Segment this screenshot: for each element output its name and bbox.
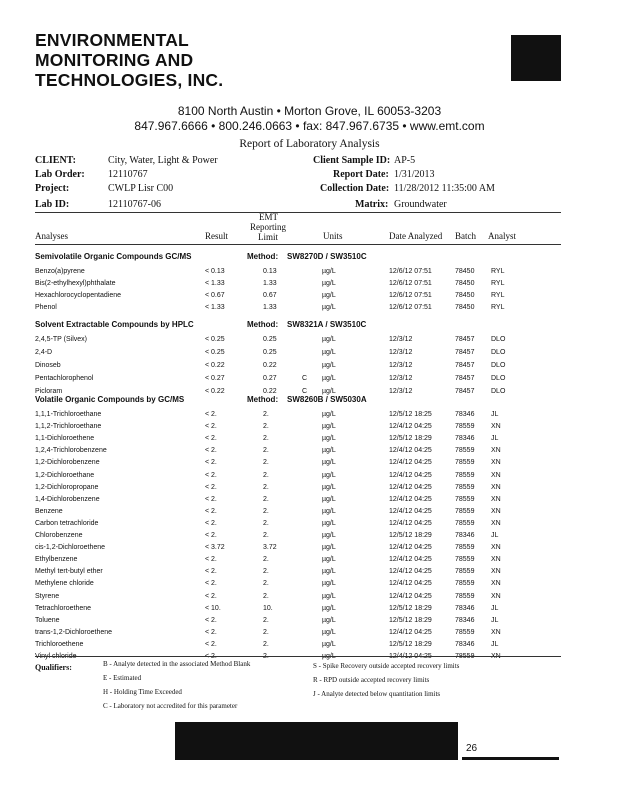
analyte-cell: Phenol	[35, 304, 57, 311]
batch-cell: 78559	[455, 519, 475, 527]
batch-cell: 78559	[455, 628, 475, 636]
date-analyzed-cell: 12/3/12	[389, 375, 413, 382]
result-cell: < 2.	[205, 532, 217, 539]
qualifier-j: J - Analyte detected below quantitation limits	[313, 690, 441, 698]
table-row	[0, 520, 619, 530]
table-row	[0, 484, 619, 494]
units-cell: µg/L	[322, 292, 336, 299]
reporting-limit-cell: 2.	[263, 483, 269, 491]
date-analyzed-cell: 12/4/12 04:25	[389, 628, 432, 636]
analyte-cell: Toluene	[35, 616, 60, 624]
analyte-cell: 2,4-D	[35, 349, 53, 356]
qualifier-r: R - RPD outside accepted recovery limits	[313, 676, 430, 684]
table-row	[0, 459, 619, 469]
result-cell: < 2.	[205, 483, 217, 491]
result-cell: < 2.	[205, 435, 217, 443]
section-method: SW8260B / SW5030A	[287, 395, 367, 404]
table-column-headers	[0, 212, 619, 244]
analyst-cell: DLO	[491, 388, 506, 395]
analyte-cell: Methylene chloride	[35, 580, 94, 588]
analyte-cell: 1,2,4-Trichlorobenzene	[35, 447, 107, 455]
units-cell: µg/L	[322, 304, 336, 311]
project-label: Project:	[35, 183, 70, 194]
analyst-cell: DLO	[491, 362, 506, 369]
qualifiers-legend	[0, 655, 619, 715]
batch-cell: 78559	[455, 471, 475, 479]
analyte-cell: Bis(2-ethylhexyl)phthalate	[35, 280, 116, 287]
table-row	[0, 292, 619, 302]
batch-cell: 78346	[455, 411, 475, 418]
units-cell: µg/L	[322, 362, 336, 369]
batch-cell: 78457	[455, 349, 475, 356]
units-cell: µg/L	[322, 495, 336, 503]
analyte-cell: cis-1,2-Dichloroethene	[35, 544, 106, 552]
batch-cell: 78559	[455, 507, 475, 515]
date-analyzed-cell: 12/4/12 04:25	[389, 483, 432, 491]
section-name: Semivolatile Organic Compounds GC/MS	[35, 252, 192, 261]
qualifier-h: H - Holding Time Exceeded	[103, 688, 182, 696]
table-row	[0, 362, 619, 372]
batch-cell: 78559	[455, 592, 475, 600]
analyst-cell: RYL	[491, 292, 505, 299]
sample-id-label: Client Sample ID:	[313, 155, 391, 166]
report-date-label: Report Date:	[333, 169, 389, 180]
page-number: 26	[466, 743, 478, 754]
result-cell: < 0.27	[205, 375, 225, 382]
batch-cell: 78559	[455, 544, 475, 552]
table-row	[0, 411, 619, 421]
table-row	[0, 447, 619, 457]
units-cell: µg/L	[322, 580, 336, 588]
units-cell: µg/L	[322, 349, 336, 356]
sample-id-value: AP-5	[394, 155, 416, 166]
result-cell: < 1.33	[205, 280, 225, 287]
table-row	[0, 280, 619, 290]
units-cell: µg/L	[322, 604, 336, 612]
reporting-limit-cell: 1.33	[263, 304, 277, 311]
units-cell: µg/L	[322, 336, 336, 343]
date-analyzed-cell: 12/5/12 18:29	[389, 640, 432, 648]
company-name-line2: MONITORING AND	[35, 50, 194, 70]
table-row	[0, 617, 619, 627]
qualifier-cell: C	[302, 388, 308, 395]
units-cell: µg/L	[322, 628, 336, 636]
analyst-cell: XN	[491, 544, 501, 552]
batch-cell: 78346	[455, 435, 475, 443]
analyte-cell: 1,1,1-Trichloroethane	[35, 411, 102, 418]
units-cell: µg/L	[322, 519, 336, 527]
section-method-label: Method:	[247, 395, 279, 404]
collection-date-value: 11/28/2012 11:35:00 AM	[394, 183, 495, 194]
reporting-limit-cell: 0.22	[263, 388, 277, 395]
result-cell: < 2.	[205, 507, 217, 515]
qualifiers-label: Qualifiers:	[35, 663, 72, 672]
analyte-cell: Hexachlorocyclopentadiene	[35, 292, 121, 299]
units-cell: µg/L	[322, 375, 336, 382]
analyte-cell: Vinyl chloride	[35, 653, 77, 660]
analyte-cell: trans-1,2-Dichloroethene	[35, 628, 113, 636]
units-cell: µg/L	[322, 423, 336, 431]
reporting-limit-cell: 0.13	[263, 268, 277, 275]
analyst-cell: JL	[491, 435, 499, 443]
date-analyzed-cell: 12/6/12 07:51	[389, 268, 432, 275]
col-rl-line2: Reporting	[250, 222, 286, 232]
batch-cell: 78450	[455, 292, 475, 299]
reporting-limit-cell: 2.	[263, 628, 269, 636]
col-result: Result	[205, 231, 229, 241]
batch-cell: 78559	[455, 580, 475, 588]
table-row	[0, 268, 619, 278]
col-units: Units	[323, 231, 343, 241]
analyte-cell: Trichloroethene	[35, 640, 84, 648]
reporting-limit-cell: 0.25	[263, 349, 277, 356]
lab-id-value: 12110767-06	[108, 199, 161, 210]
analyst-cell: XN	[491, 423, 501, 431]
units-cell: µg/L	[322, 653, 336, 660]
batch-cell: 78559	[455, 556, 475, 564]
batch-cell: 78450	[455, 280, 475, 287]
units-cell: µg/L	[322, 268, 336, 275]
reporting-limit-cell: 2.	[263, 592, 269, 600]
result-cell: < 2.	[205, 471, 217, 479]
result-cell: < 0.67	[205, 292, 225, 299]
result-cell: < 0.22	[205, 362, 225, 369]
result-cell: < 2.	[205, 592, 217, 600]
table-row	[0, 435, 619, 445]
date-analyzed-cell: 12/5/12 18:29	[389, 435, 432, 443]
date-analyzed-cell: 12/5/12 18:29	[389, 532, 432, 539]
batch-cell: 78559	[455, 459, 475, 467]
analyte-cell: 1,2-Dichloroethane	[35, 471, 95, 479]
matrix-value: Groundwater	[394, 199, 447, 210]
analyst-cell: XN	[491, 519, 501, 527]
analyte-cell: 1,1-Dichloroethene	[35, 435, 95, 443]
units-cell: µg/L	[322, 435, 336, 443]
table-row	[0, 508, 619, 518]
analyst-cell: XN	[491, 628, 501, 636]
lab-order-value: 12110767	[108, 169, 148, 180]
date-analyzed-cell: 12/4/12 04:25	[389, 580, 432, 588]
analyst-cell: XN	[491, 592, 501, 600]
date-analyzed-cell: 12/3/12	[389, 388, 413, 395]
collection-date-label: Collection Date:	[320, 183, 390, 194]
analyte-cell: Picloram	[35, 388, 63, 395]
analyte-cell: Benzo(a)pyrene	[35, 268, 85, 275]
analyst-cell: RYL	[491, 280, 505, 287]
result-cell: < 2.	[205, 447, 217, 455]
reporting-limit-cell: 1.33	[263, 280, 277, 287]
table-row	[0, 568, 619, 578]
analyte-cell: Carbon tetrachloride	[35, 519, 99, 527]
analyst-cell: RYL	[491, 304, 505, 311]
reporting-limit-cell: 0.25	[263, 336, 277, 343]
result-cell: < 2.	[205, 640, 217, 648]
date-analyzed-cell: 12/3/12	[389, 362, 413, 369]
date-analyzed-cell: 12/4/12 04:25	[389, 519, 432, 527]
analyst-cell: DLO	[491, 349, 506, 356]
analyst-cell: XN	[491, 580, 501, 588]
batch-cell: 78457	[455, 375, 475, 382]
batch-cell: 78457	[455, 362, 475, 369]
section-method: SW8321A / SW3510C	[287, 320, 367, 329]
qualifier-cell: C	[302, 375, 308, 382]
analyte-cell: Benzene	[35, 507, 63, 515]
col-date-analyzed: Date Analyzed	[389, 231, 443, 241]
result-cell: < 2.	[205, 568, 217, 576]
batch-cell: 78346	[455, 616, 475, 624]
result-cell: < 2.	[205, 423, 217, 431]
analyst-cell: JL	[491, 640, 499, 648]
table-row	[0, 593, 619, 603]
address-contact: 847.967.6666 • 800.246.0663 • fax: 847.967.6735 • www.emt.com	[134, 119, 485, 133]
table-row	[0, 532, 619, 542]
reporting-limit-cell: 2.	[263, 459, 269, 467]
result-cell: < 2.	[205, 519, 217, 527]
col-batch: Batch	[455, 231, 476, 241]
section-header	[0, 320, 619, 332]
analyte-cell: Pentachlorophenol	[35, 375, 94, 382]
batch-cell: 78559	[455, 483, 475, 491]
analyst-cell: DLO	[491, 375, 506, 382]
date-analyzed-cell: 12/3/12	[389, 336, 413, 343]
analyte-cell: 1,1,2-Trichloroethane	[35, 423, 102, 431]
company-name-line1: ENVIRONMENTAL	[35, 30, 189, 50]
analyst-cell: XN	[491, 556, 501, 564]
section-name: Volatile Organic Compounds by GC/MS	[35, 395, 185, 404]
reporting-limit-cell: 2.	[263, 495, 269, 503]
batch-cell: 78346	[455, 604, 475, 612]
table-row	[0, 496, 619, 506]
batch-cell: 78450	[455, 304, 475, 311]
analyst-cell: JL	[491, 532, 499, 539]
qualifier-e: E - Estimated	[103, 674, 142, 682]
analyte-cell: Styrene	[35, 592, 60, 600]
table-row	[0, 544, 619, 554]
qualifier-b: B - Analyte detected in the associated Method Blank	[103, 660, 251, 668]
client-value: City, Water, Light & Power	[108, 155, 218, 166]
reporting-limit-cell: 0.22	[263, 362, 277, 369]
section-header	[0, 395, 619, 407]
units-cell: µg/L	[322, 471, 336, 479]
units-cell: µg/L	[322, 388, 336, 395]
col-analyst: Analyst	[488, 231, 516, 241]
batch-cell: 78559	[455, 447, 475, 455]
reporting-limit-cell: 2.	[263, 568, 269, 576]
units-cell: µg/L	[322, 280, 336, 287]
date-analyzed-cell: 12/4/12 04:25	[389, 495, 432, 503]
table-row	[0, 336, 619, 346]
analyst-cell: XN	[491, 495, 501, 503]
table-row	[0, 641, 619, 651]
analyte-cell: 1,4-Dichlorobenzene	[35, 495, 100, 503]
section-name: Solvent Extractable Compounds by HPLC	[35, 320, 194, 329]
lab-order-label: Lab Order:	[35, 169, 85, 180]
analyte-cell: 1,2-Dichlorobenzene	[35, 459, 100, 467]
analyte-cell: 2,4,5-TP (Silvex)	[35, 336, 87, 343]
result-cell: < 2.	[205, 616, 217, 624]
analyst-cell: RYL	[491, 268, 505, 275]
reporting-limit-cell: 10.	[263, 604, 273, 612]
table-row	[0, 375, 619, 385]
date-analyzed-cell: 12/4/12 04:25	[389, 568, 432, 576]
reporting-limit-cell: 2.	[263, 580, 269, 588]
reporting-limit-cell: 2.	[263, 616, 269, 624]
report-title: Report of Laboratory Analysis	[239, 138, 380, 150]
result-cell: < 2.	[205, 411, 217, 418]
section-header	[0, 252, 619, 264]
batch-cell: 78457	[455, 388, 475, 395]
result-cell: < 1.33	[205, 304, 225, 311]
batch-cell: 78346	[455, 532, 475, 539]
date-analyzed-cell: 12/3/12	[389, 349, 413, 356]
analyst-cell: JL	[491, 604, 499, 612]
date-analyzed-cell: 12/4/12 04:25	[389, 556, 432, 564]
redaction-block-bottom	[175, 722, 458, 760]
units-cell: µg/L	[322, 544, 336, 552]
units-cell: µg/L	[322, 556, 336, 564]
table-row	[0, 580, 619, 590]
result-cell: < 2.	[205, 459, 217, 467]
result-cell: < 2.	[205, 628, 217, 636]
table-row	[0, 605, 619, 615]
analyte-cell: Methyl tert-butyl ether	[35, 568, 103, 576]
batch-cell: 78457	[455, 336, 475, 343]
batch-cell: 78346	[455, 640, 475, 648]
batch-cell: 78559	[455, 653, 475, 660]
analyst-cell: JL	[491, 411, 499, 418]
units-cell: µg/L	[322, 568, 336, 576]
units-cell: µg/L	[322, 459, 336, 467]
analyst-cell: XN	[491, 447, 501, 455]
result-cell: < 0.13	[205, 268, 225, 275]
section-method-label: Method:	[247, 320, 279, 329]
result-cell: < 2.	[205, 495, 217, 503]
reporting-limit-cell: 0.67	[263, 292, 277, 299]
analyte-cell: Tetrachloroethene	[35, 604, 92, 612]
date-analyzed-cell: 12/4/12 04:25	[389, 592, 432, 600]
lab-id-label: Lab ID:	[35, 199, 70, 210]
table-row	[0, 423, 619, 433]
batch-cell: 78559	[455, 495, 475, 503]
units-cell: µg/L	[322, 483, 336, 491]
col-analyses: Analyses	[35, 231, 68, 241]
address-street: 8100 North Austin • Morton Grove, IL 60053-3203	[177, 104, 442, 118]
analyte-cell: 1,2-Dichloropropane	[35, 483, 99, 491]
date-analyzed-cell: 12/6/12 07:51	[389, 304, 432, 311]
table-row	[0, 629, 619, 639]
date-analyzed-cell: 12/4/12 04:25	[389, 544, 432, 552]
table-row	[0, 304, 619, 314]
col-rl-line1: EMT	[259, 212, 278, 222]
units-cell: µg/L	[322, 411, 336, 418]
batch-cell: 78450	[455, 268, 475, 275]
reporting-limit-cell: 2.	[263, 519, 269, 527]
analyst-cell: XN	[491, 568, 501, 576]
reporting-limit-cell: 0.27	[263, 375, 277, 382]
table-row	[0, 472, 619, 482]
analyst-cell: DLO	[491, 336, 506, 343]
date-analyzed-cell: 12/4/12 04:25	[389, 507, 432, 515]
reporting-limit-cell: 2.	[263, 532, 269, 539]
section-method: SW8270D / SW3510C	[287, 252, 367, 261]
reporting-limit-cell: 2.	[263, 556, 269, 564]
result-cell: < 10.	[205, 604, 221, 612]
date-analyzed-cell: 12/4/12 04:25	[389, 471, 432, 479]
report-header	[0, 0, 619, 215]
analyte-cell: Chlorobenzene	[35, 532, 83, 539]
units-cell: µg/L	[322, 532, 336, 539]
date-analyzed-cell: 12/5/12 18:25	[389, 411, 432, 418]
reporting-limit-cell: 3.72	[263, 544, 277, 552]
reporting-limit-cell: 2.	[263, 640, 269, 648]
date-analyzed-cell: 12/4/12 04:25	[389, 447, 432, 455]
result-cell: < 2.	[205, 580, 217, 588]
result-cell: < 2.	[205, 556, 217, 564]
reporting-limit-cell: 2.	[263, 653, 269, 660]
reporting-limit-cell: 2.	[263, 423, 269, 431]
result-cell: < 3.72	[205, 544, 225, 552]
company-name-line3: TECHNOLOGIES, INC.	[35, 70, 224, 90]
result-cell: < 0.25	[205, 336, 225, 343]
result-cell: < 2.	[205, 653, 217, 660]
analyst-cell: XN	[491, 459, 501, 467]
date-analyzed-cell: 12/4/12 04:25	[389, 423, 432, 431]
batch-cell: 78559	[455, 568, 475, 576]
result-cell: < 0.25	[205, 349, 225, 356]
qualifier-s: S - Spike Recovery outside accepted recovery limits	[313, 662, 460, 670]
project-value: CWLP Lisr C00	[108, 183, 174, 194]
units-cell: µg/L	[322, 507, 336, 515]
reporting-limit-cell: 2.	[263, 411, 269, 418]
report-date-value: 1/31/2013	[394, 169, 435, 180]
matrix-label: Matrix:	[355, 199, 389, 210]
analyte-cell: Dinoseb	[35, 362, 61, 369]
section-method-label: Method:	[247, 252, 279, 261]
date-analyzed-cell: 12/4/12 04:25	[389, 653, 432, 660]
result-cell: < 0.22	[205, 388, 225, 395]
column-header-rule	[35, 244, 561, 245]
date-analyzed-cell: 12/6/12 07:51	[389, 292, 432, 299]
date-analyzed-cell: 12/5/12 18:29	[389, 616, 432, 624]
analyst-cell: XN	[491, 483, 501, 491]
units-cell: µg/L	[322, 640, 336, 648]
table-row	[0, 556, 619, 566]
date-analyzed-cell: 12/5/12 18:29	[389, 604, 432, 612]
units-cell: µg/L	[322, 592, 336, 600]
batch-cell: 78559	[455, 423, 475, 431]
units-cell: µg/L	[322, 447, 336, 455]
qualifier-c: C - Laboratory not accredited for this parameter	[103, 702, 238, 710]
analyst-cell: JL	[491, 616, 499, 624]
col-rl-line3: Limit	[258, 232, 278, 242]
page-footer-bar	[462, 757, 559, 760]
units-cell: µg/L	[322, 616, 336, 624]
reporting-limit-cell: 2.	[263, 435, 269, 443]
analyte-cell: Ethylbenzene	[35, 556, 78, 564]
reporting-limit-cell: 2.	[263, 507, 269, 515]
analyst-cell: XN	[491, 471, 501, 479]
date-analyzed-cell: 12/4/12 04:25	[389, 459, 432, 467]
client-label: CLIENT:	[35, 155, 76, 166]
analyst-cell: XN	[491, 653, 501, 660]
table-row	[0, 349, 619, 359]
date-analyzed-cell: 12/6/12 07:51	[389, 280, 432, 287]
reporting-limit-cell: 2.	[263, 447, 269, 455]
analyst-cell: XN	[491, 507, 501, 515]
reporting-limit-cell: 2.	[263, 471, 269, 479]
